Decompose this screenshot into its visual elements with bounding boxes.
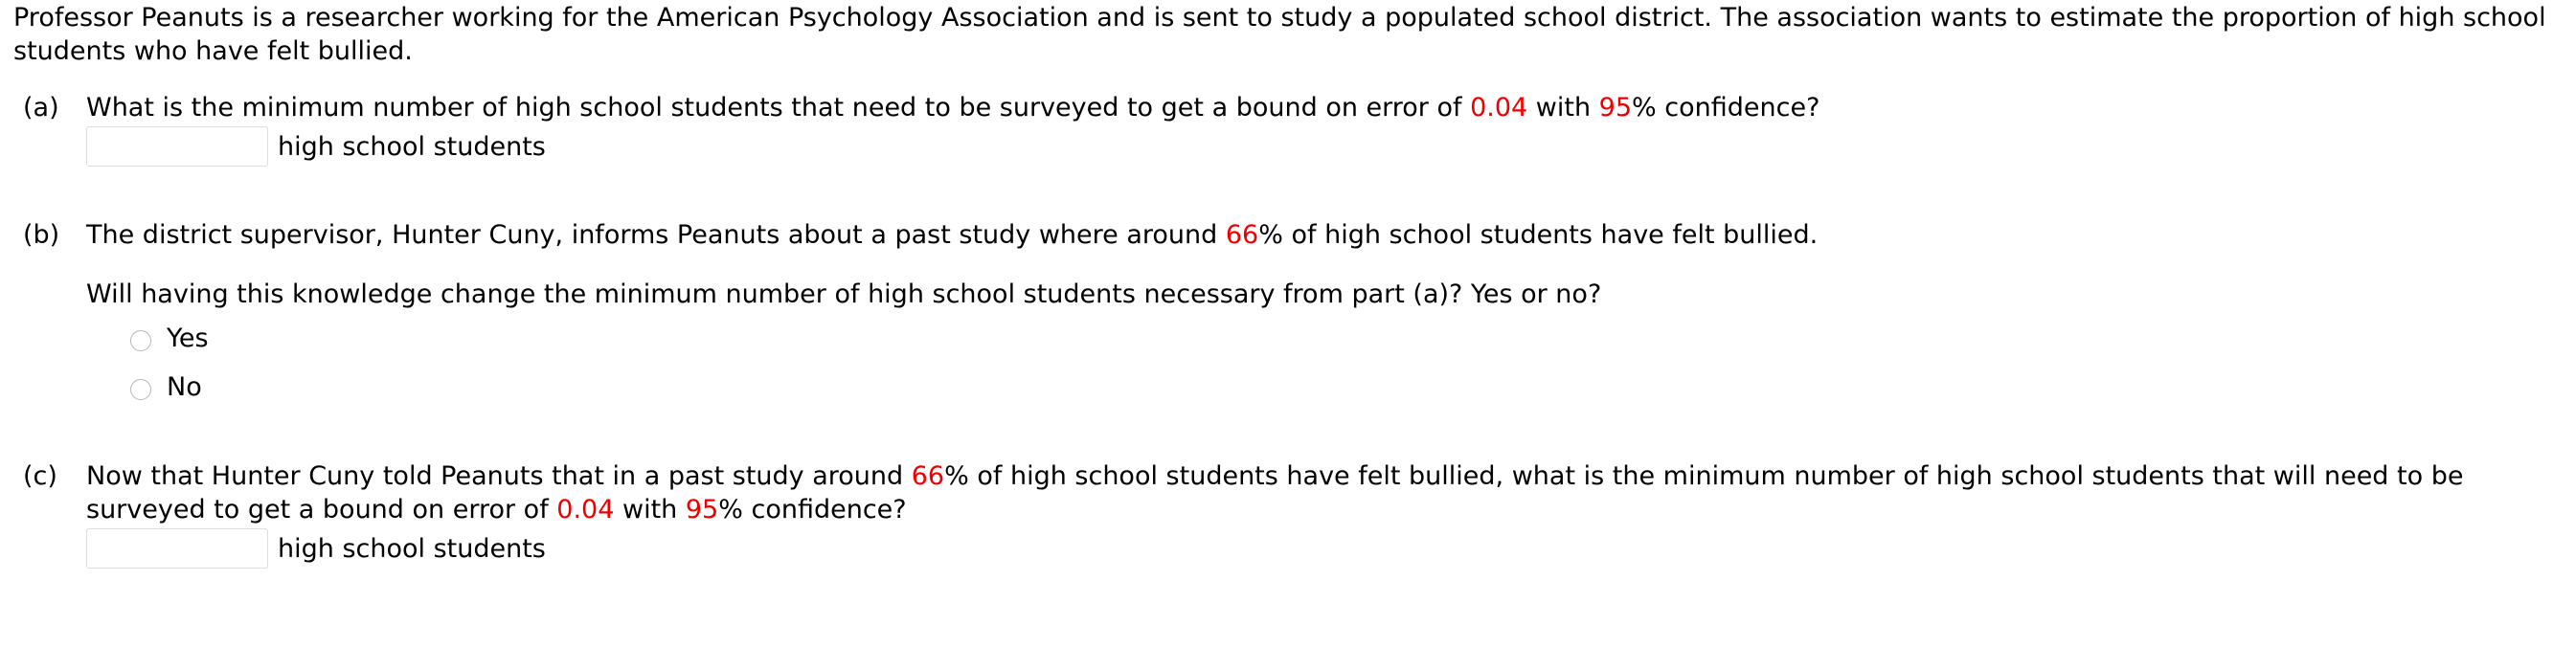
part-a-question-pre: What is the minimum number of high school students that need to be surveyed to get a bound on error of [86,93,1471,123]
part-c-question-pre: Now that Hunter Cuny told Peanuts that in a past study around [86,461,912,491]
part-a-bound: 0.04 [1470,93,1528,123]
radio-yes-circle[interactable] [130,330,151,351]
part-a-confidence: 95 [1598,93,1633,123]
part-b-statement [86,218,2563,252]
part-c-answer-input[interactable] [86,528,268,569]
part-a-question-mid: with [1527,93,1599,123]
part-c-question-post: % confidence? [718,495,907,525]
part-b-letter: (b) [23,220,60,250]
part-a-question [86,91,2563,124]
part-c-question [86,459,2563,526]
part-b-question: Will having this knowledge change the minimum number of high school students necessary from part (a)? Yes or no? [86,279,1602,309]
part-a [13,91,2563,168]
radio-no-circle[interactable] [130,379,151,400]
part-a-letter: (a) [23,93,59,123]
part-a-question-post: % confidence? [1632,93,1820,123]
part-c-percent: 66 [911,461,945,491]
radio-no-label[interactable]: No [167,372,202,402]
part-a-answer-unit: high school students [278,131,546,162]
part-c-question-mid2: with [614,495,686,525]
part-c-confidence: 95 [685,495,719,525]
part-c-answer-row [86,526,2563,570]
part-a-answer-row [86,124,2563,168]
radio-yes-label[interactable]: Yes [167,324,209,353]
part-a-answer-input[interactable] [86,126,268,167]
radio-option-no[interactable] [130,363,2563,412]
problem-intro: Professor Peanuts is a researcher working for the American Psychology Association and is sent to study a populated school district. The association wants to estimate the proportion of high school students who have felt bullied. [13,3,2546,66]
part-b [13,218,2563,412]
radio-option-yes[interactable] [130,314,2563,363]
part-c-bound: 0.04 [556,495,615,525]
part-b-statement-post: % of high school students have felt bullied. [1258,220,1819,250]
part-c-letter: (c) [23,461,57,491]
part-c-question-mid1: % of high school students have felt bullied, what is the minimum number of high school students that will need to be surveyed to get a bound on error of [86,461,2464,525]
part-b-statement-pre: The district supervisor, Hunter Cuny, informs Peanuts about a past study where around [86,220,1226,250]
part-b-percent: 66 [1225,220,1259,250]
part-c-answer-unit: high school students [278,533,546,564]
part-c [13,459,2563,570]
